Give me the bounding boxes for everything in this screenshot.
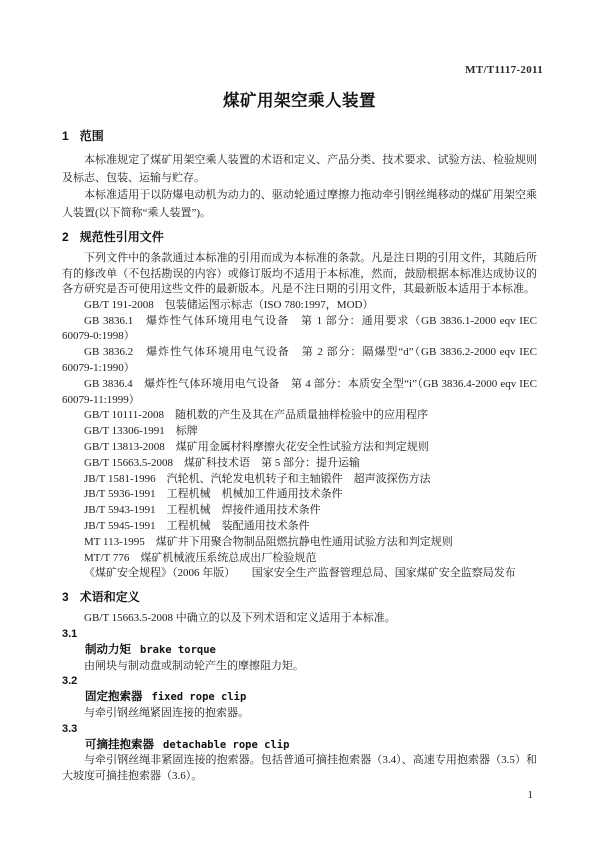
term-name bbox=[62, 738, 537, 754]
reference-item: GB/T 191-2008 包装储运图示标志（ISO 780:1997，MOD） bbox=[84, 298, 374, 311]
term-chinese: 制动力矩 bbox=[85, 643, 131, 656]
paragraph: 下列文件中的条款通过本标准的引用而成为本标准的条款。凡是注日期的引用文件，其随后所有的修改单（不包括勘误的内容）或修订版均不适用于本标准，然而，鼓励根据本标准达成协议的各方研究是否可使用这些文件的最新版本。凡是不注日期的引用文件，其最新版本适用于本标准。 bbox=[62, 252, 537, 296]
reference-item: 《煤矿安全规程》（2006 年版） 国家安全生产监督管理总局、国家煤矿安全监察局发布 bbox=[84, 567, 516, 580]
reference-item: GB/T 13306-1991 标牌 bbox=[84, 425, 198, 438]
section-label: 范围 bbox=[79, 129, 104, 143]
reference-item: GB/T 13813-2008 煤矿用金属材料摩擦火花安全性试验方法和判定规则 bbox=[84, 440, 429, 453]
term-entry bbox=[62, 674, 537, 721]
section-heading bbox=[62, 230, 537, 245]
reference-item: JB/T 5943-1991 工程机械 焊接件通用技术条件 bbox=[84, 504, 321, 517]
term-definition: 与牵引钢丝绳非紧固连接的抱索器。包括普通可摘挂抱索器（3.4）、高速专用抱索器（3.5）和大坡度可摘挂抱索器（3.6）。 bbox=[62, 754, 537, 783]
term-number: 3.3 bbox=[62, 722, 78, 735]
term-name bbox=[62, 690, 537, 706]
term-chinese: 固定抱索器 bbox=[85, 691, 143, 704]
reference-item: JB/T 1581-1996 汽轮机、汽轮发电机转子和主轴锻件 超声波探伤方法 bbox=[84, 472, 431, 485]
section-number: 1 bbox=[62, 129, 69, 143]
reference-item: JB/T 5945-1991 工程机械 装配通用技术条件 bbox=[84, 519, 310, 532]
term-name bbox=[62, 643, 537, 659]
section-terms-definitions bbox=[62, 590, 537, 785]
term-english: detachable rope clip bbox=[163, 738, 290, 751]
reference-item: JB/T 5936-1991 工程机械 机械加工件通用技术条件 bbox=[84, 488, 343, 501]
paragraph: 本标准适用于以防爆电动机为动力的、驱动轮通过摩擦力拖动牵引钢丝绳移动的煤矿用架空乘人装置(以下简称“乘人装置”)。 bbox=[62, 189, 537, 219]
term-number: 3.1 bbox=[62, 627, 78, 640]
term-definition: 与牵引钢丝绳紧固连接的抱索器。 bbox=[84, 706, 249, 719]
section-number: 2 bbox=[62, 230, 69, 244]
page-number: 1 bbox=[527, 789, 533, 801]
standard-number: MT/T1117-2011 bbox=[465, 64, 543, 76]
reference-item: GB 3836.1 爆炸性气体环境用电气设备 第 1 部分：通用要求（GB 3836.1-2000 eqv IEC 60079-0:1998） bbox=[62, 314, 537, 343]
reference-item: MT/T 776 煤矿机械液压系统总成出厂检验规范 bbox=[84, 551, 317, 564]
section-number: 3 bbox=[62, 590, 69, 605]
section-normative-references bbox=[62, 230, 537, 582]
reference-item: GB/T 10111-2008 随机数的产生及其在产品质量抽样检验中的应用程序 bbox=[84, 409, 428, 422]
term-chinese: 可摘挂抱索器 bbox=[85, 738, 154, 751]
reference-item: GB 3836.4 爆炸性气体环境用电气设备 第 4 部分：本质安全型“i”（GB 3836.4-2000 eqv IEC 60079-11:1999） bbox=[62, 377, 537, 406]
section-scope bbox=[62, 129, 537, 222]
document-title: 煤矿用架空乘人装置 bbox=[223, 92, 376, 110]
term-english: fixed rope clip bbox=[151, 691, 247, 704]
reference-list bbox=[62, 298, 537, 582]
term-definition: 由闸块与制动盘或制动轮产生的摩擦阻力矩。 bbox=[84, 659, 304, 672]
term-number: 3.2 bbox=[62, 675, 78, 688]
paragraph: GB/T 15663.5-2008 中确立的以及下列术语和定义适用于本标准。 bbox=[84, 612, 396, 625]
reference-item: GB 3836.2 爆炸性气体环境用电气设备 第 2 部分：隔爆型“d”（GB 3836.2-2000 eqv IEC 60079-1:1990） bbox=[62, 346, 537, 374]
section-heading bbox=[62, 590, 537, 605]
term-entry bbox=[62, 722, 537, 785]
term-english: brake torque bbox=[140, 643, 216, 656]
paragraph: 本标准规定了煤矿用架空乘人装置的术语和定义、产品分类、技术要求、试验方法、检验规则及标志、包装、运输与贮存。 bbox=[62, 154, 537, 184]
section-heading bbox=[62, 129, 537, 144]
term-entry bbox=[62, 627, 537, 674]
reference-item: GB/T 15663.5-2008 煤矿科技术语 第 5 部分：提升运输 bbox=[84, 456, 361, 469]
section-label: 术语和定义 bbox=[79, 590, 140, 605]
reference-item: MT 113-1995 煤矿井下用聚合物制品阻燃抗静电性通用试验方法和判定规则 bbox=[84, 535, 453, 548]
section-label: 规范性引用文件 bbox=[79, 230, 164, 244]
